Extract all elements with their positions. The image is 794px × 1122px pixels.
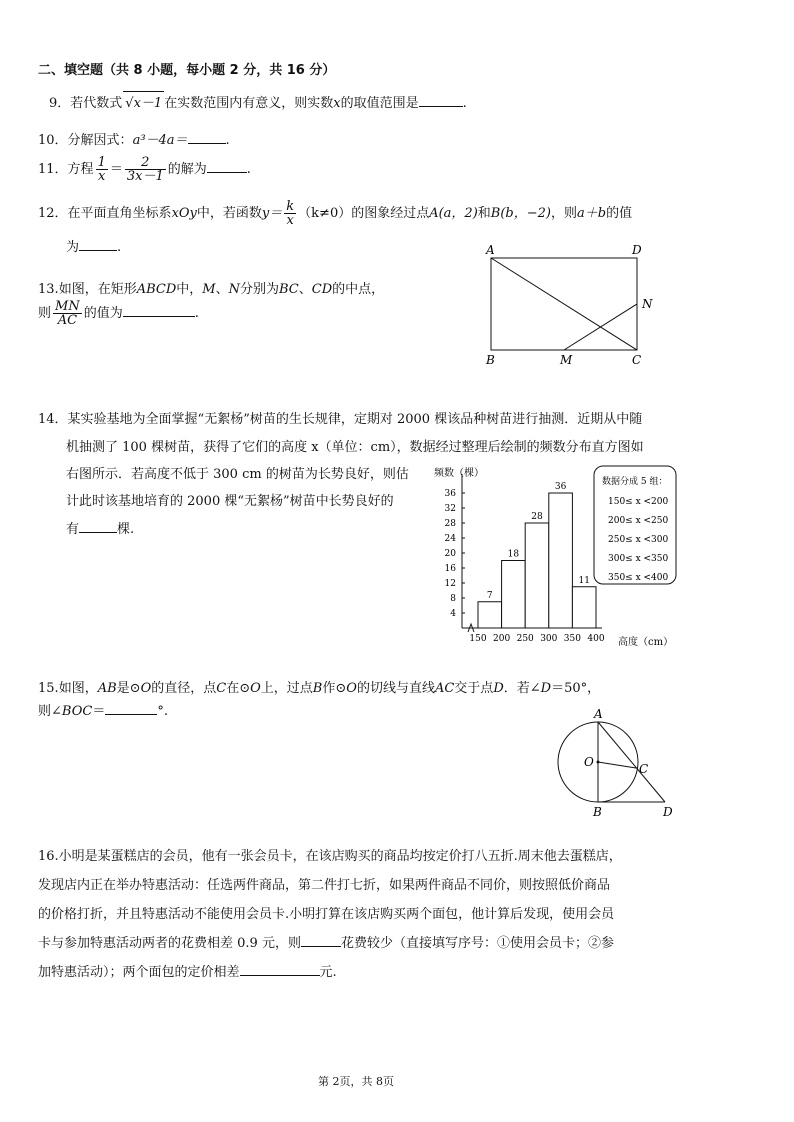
y-axis-label: 频数（棵）: [434, 468, 484, 479]
rectangle-figure: [480, 240, 660, 370]
line-ad: [598, 722, 665, 802]
q13-cd: CD: [311, 282, 333, 297]
histogram-bar: [502, 561, 526, 629]
fraction-mn-over-ac: $\frac{MN}{AC}$: [55, 299, 80, 328]
q13-n: N: [228, 282, 240, 297]
q13-m: M: [202, 282, 216, 297]
q14-line5-a: 有: [66, 522, 80, 537]
q12-line2: 为: [66, 240, 80, 255]
q9-end: .: [462, 96, 467, 111]
point-a: A(a，2): [429, 206, 478, 221]
q10-expression: a³－4a＝: [132, 133, 188, 148]
question-13-line-2: [38, 300, 199, 327]
question-15: [38, 677, 600, 696]
q9-text-2: 在实数范围内有意义，则实数: [164, 96, 334, 111]
x-tick-label: 150: [469, 634, 487, 644]
q10-end: .: [225, 133, 230, 148]
q13-sep-2: 、: [298, 282, 312, 297]
q11-text-2: 的解为: [167, 162, 207, 177]
q13-text-6: 的值为: [83, 306, 123, 321]
q15-t2: 是⊙: [116, 681, 141, 696]
histogram-bar: [525, 523, 549, 628]
bar-value-label: 28: [531, 512, 543, 522]
bar-value-label: 11: [578, 575, 590, 586]
legend-title: 数据分成 5 组：: [602, 477, 668, 487]
q15-b: B: [312, 681, 323, 696]
answer-blank-14[interactable]: [79, 520, 117, 533]
q15-o-2: O: [250, 681, 261, 696]
answer-blank-9[interactable]: [419, 94, 463, 107]
q13-text-2: 中，: [176, 282, 203, 297]
q12-and: 和: [477, 206, 491, 221]
x-tick-label: 350: [563, 634, 581, 644]
label-c: C: [632, 353, 642, 367]
fraction-1-over-x: $\frac{1}{x}$: [97, 155, 106, 184]
x-tick-label: 250: [516, 634, 534, 644]
q16-line4: [38, 932, 614, 951]
label-a: A: [486, 243, 495, 257]
q15-boc: BOC: [61, 704, 93, 719]
label-b: B: [593, 805, 602, 819]
answer-blank-16a[interactable]: [301, 934, 341, 947]
bar-value-label: 36: [554, 482, 567, 492]
q13-rect: ABCD: [136, 282, 177, 297]
q15-t6: 作⊙: [322, 681, 347, 696]
q16-line1: 16.小明是某蛋糕店的会员，他有一张会员卡，在该店购买的商品均按定价打八五折.周末他去蛋糕店，: [38, 849, 622, 864]
q15-t5: 上，过点: [260, 681, 313, 696]
answer-blank-16b[interactable]: [240, 963, 320, 976]
q11-number: 11．: [38, 162, 68, 177]
question-15-line-2: [38, 700, 168, 719]
bar-value-label: 18: [507, 549, 520, 560]
point-b: B(b，−2): [490, 206, 551, 221]
section-title: 二、填空题（共 8 小题，每小题 2 分，共 16 分）: [38, 63, 336, 78]
q12-text-3: （k≠0）的图象经过点: [298, 206, 430, 221]
question-11: [38, 156, 251, 183]
q16-line3: 的价格打折，并且特惠活动不能使用会员卡.小明打算在该店购买两个面包，他计算后发现，使用会员: [38, 907, 615, 922]
x-tick-label: 400: [587, 634, 605, 644]
label-a: A: [594, 707, 603, 721]
q12-xoy: xOy: [171, 206, 197, 221]
question-12-line-2: [66, 236, 121, 255]
q15-t7: 的切线与直线: [356, 681, 435, 696]
q15-ab: AB: [97, 681, 117, 696]
q15-o-3: O: [346, 681, 357, 696]
label-d: D: [663, 805, 673, 819]
answer-blank-12[interactable]: [79, 238, 117, 251]
y-tick-label: 8: [450, 594, 456, 604]
frequency-histogram: [430, 462, 680, 652]
q9-text-3: 的取值范围是: [340, 96, 419, 111]
answer-blank-10[interactable]: [188, 131, 226, 144]
q9-number: 9．: [49, 96, 71, 111]
q16-line5b: 元.: [319, 965, 337, 980]
q16-line4b: 花费较少（直接填写序号：①使用会员卡；②参: [340, 936, 614, 951]
label-m: M: [560, 353, 573, 367]
q15-t1: 如图，: [58, 681, 98, 696]
q14-line5: [66, 518, 134, 537]
y-tick-label: 12: [444, 579, 456, 589]
q15-ac: AC: [434, 681, 455, 696]
question-14: [38, 408, 642, 427]
q12-text-5: 的值: [606, 206, 633, 221]
q15-line2a: 则∠: [38, 704, 62, 719]
label-c: C: [639, 762, 649, 776]
y-tick-label: 28: [444, 519, 456, 529]
q15-t10: ＝50°，: [551, 681, 601, 696]
circle-figure: [555, 706, 685, 821]
y-tick-label: 36: [444, 489, 456, 499]
fraction-k-over-x: $\frac{k}{x}$: [286, 199, 295, 228]
q15-c: C: [216, 681, 227, 696]
q13-bc: BC: [279, 282, 299, 297]
page-footer: 第 2页，共 8页: [318, 1075, 394, 1088]
q11-equals: ＝: [109, 162, 123, 177]
q14-line3: 右图所示．若高度不低于 300 cm 的树苗为长势良好，则估: [66, 467, 409, 482]
q14-line2: 机抽测了 100 棵树苗，获得了它们的高度 x（单位：cm），数据经过整理后绘制的频数分布直方图如: [66, 440, 644, 455]
q16-line4a: 卡与参加特惠活动两者的花费相差 0.9 元，则: [38, 936, 301, 951]
y-tick-label: 4: [450, 609, 456, 619]
question-10: [38, 129, 230, 148]
histogram-bar: [572, 587, 596, 628]
q12-text-4: ，则: [550, 206, 577, 221]
question-12: [38, 200, 632, 227]
histogram-bar: [478, 602, 502, 628]
question-13: [38, 278, 384, 297]
answer-blank-11[interactable]: [207, 160, 247, 173]
y-tick-label: 24: [444, 534, 456, 544]
q14-line1: 某实验基地为全面掌握“无絮杨”树苗的生长规律，定期对 2000 棵该品种树苗进行抽测．近期从中随: [67, 412, 643, 427]
q15-t8: 交于点: [454, 681, 494, 696]
q15-d: D: [493, 681, 504, 696]
answer-blank-15[interactable]: [105, 702, 157, 715]
q13-end: .: [194, 306, 199, 321]
q13-number: 13.: [38, 282, 59, 297]
diagonal-ac: [491, 258, 637, 350]
q15-d-2: D: [540, 681, 552, 696]
q15-t3: 的直径，点: [151, 681, 217, 696]
q12-sum: a＋b: [577, 206, 607, 221]
y-tick-label: 20: [444, 549, 456, 559]
fraction-2-over-3x-1: $\frac{2}{3x-1}$: [126, 155, 164, 184]
q16-line5a: 加特惠活动）；两个面包的定价相差: [38, 965, 240, 980]
x-tick-label: 200: [493, 634, 511, 644]
y-tick-label: 16: [444, 564, 456, 574]
q11-text: 方程: [67, 162, 94, 177]
q15-t9: ．若∠: [503, 681, 541, 696]
q13-text-3: 分别为: [239, 282, 279, 297]
q15-line2b: ＝: [92, 704, 106, 719]
legend-item: 150≤ x <200: [608, 497, 669, 507]
q15-number: 15.: [38, 681, 59, 696]
sqrt-radicand: √x－1: [123, 91, 164, 111]
y-tick-label: 32: [444, 504, 456, 514]
legend-item: 200≤ x <250: [608, 516, 669, 526]
q14-number: 14．: [38, 412, 68, 427]
q13-text-5: 则: [38, 306, 52, 321]
label-n: N: [642, 297, 653, 311]
bar-value-label: 7: [486, 590, 493, 601]
q13-text-4: 的中点，: [332, 282, 385, 297]
histogram-bar: [549, 493, 573, 628]
q13-sep: 、: [215, 282, 229, 297]
q12-number: 12．: [38, 206, 68, 221]
q9-text: 若代数式: [70, 96, 123, 111]
segment-oc: [598, 762, 636, 768]
q12-text: 在平面直角坐标系: [67, 206, 172, 221]
label-b: B: [486, 353, 495, 367]
q10-text: 分解因式：: [67, 133, 133, 148]
q15-end: °.: [157, 704, 168, 719]
q9-var: x: [333, 96, 341, 111]
q12-fn-lhs: y＝: [261, 206, 283, 221]
q13-text: 如图，在矩形: [58, 282, 137, 297]
question-9: [49, 91, 467, 111]
center-point: [597, 761, 600, 764]
q16-line2: 发现店内正在举办特惠活动：任选两件商品，第二件打七折，如果两件商品不同价，则按照低价商品: [38, 878, 611, 893]
legend-item: 250≤ x <300: [608, 535, 669, 545]
answer-blank-13[interactable]: [123, 304, 195, 317]
q12-text-2: 中，若函数: [196, 206, 262, 221]
label-d: D: [632, 243, 642, 257]
q15-t4: 在⊙: [226, 681, 251, 696]
q16-line5: [38, 961, 337, 980]
q14-line4: 计此时该基地培育的 2000 棵“无絮杨”树苗中长势良好的: [66, 494, 394, 509]
label-o: O: [584, 755, 594, 769]
x-tick-label: 300: [540, 634, 558, 644]
q10-number: 10．: [38, 133, 68, 148]
x-axis-label: 高度（cm）: [618, 637, 674, 648]
q12-end: .: [117, 240, 122, 255]
legend-item: 350≤ x <400: [608, 573, 669, 583]
q14-line5-b: 棵.: [117, 522, 135, 537]
q15-o: O: [140, 681, 152, 696]
legend-item: 300≤ x <350: [608, 554, 669, 564]
q11-end: .: [246, 162, 251, 177]
